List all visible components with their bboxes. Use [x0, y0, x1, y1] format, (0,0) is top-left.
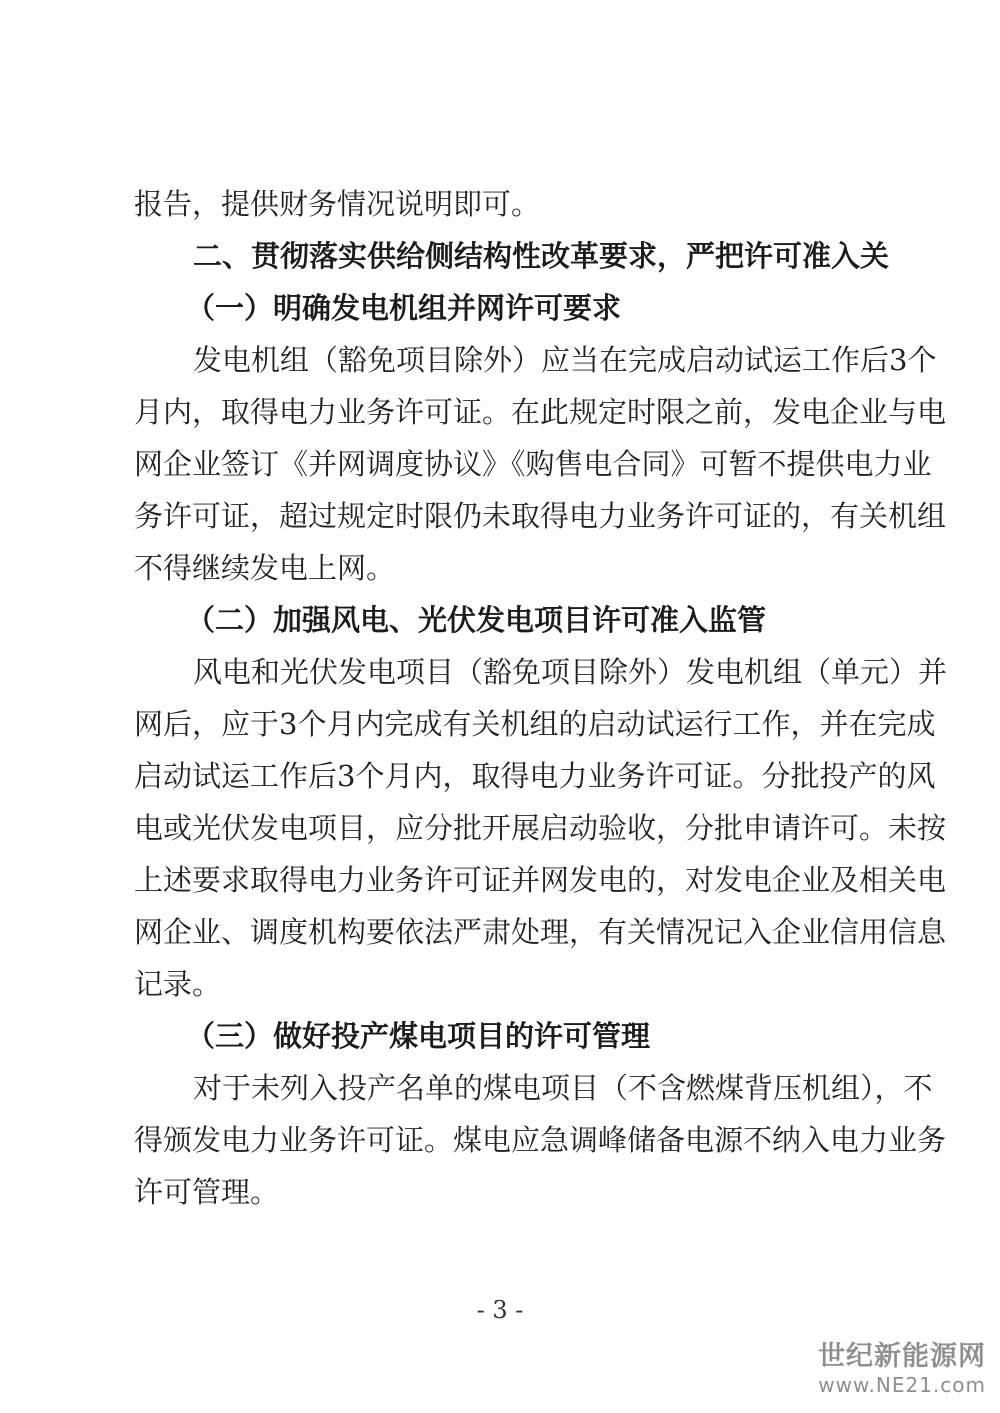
- paragraph-line: 月内，取得电力业务许可证。在此规定时限之前，发电企业与电: [134, 395, 947, 429]
- paragraph-line: 网企业、调度机构要依法严肃处理，有关情况记入企业信用信息: [134, 915, 947, 949]
- subsection-heading-1: （一）明确发电机组并网许可要求: [186, 291, 622, 325]
- paragraph-line: 电或光伏发电项目，应分批开展启动验收，分批申请许可。未按: [134, 811, 947, 845]
- page-number: - 3 -: [476, 1296, 524, 1324]
- paragraph-line: 许可管理。: [134, 1175, 280, 1209]
- paragraph-line: 发电机组（豁免项目除外）应当在完成启动试运工作后3个: [193, 343, 937, 377]
- paragraph-line: 记录。: [134, 967, 222, 1001]
- watermark: [816, 1341, 986, 1397]
- paragraph-line: 网后，应于3个月内完成有关机组的启动试运行工作，并在完成: [134, 707, 936, 741]
- watermark-url: www.NE21.com: [818, 1373, 986, 1397]
- paragraph-line: 风电和光伏发电项目（豁免项目除外）发电机组（单元）并: [193, 655, 948, 689]
- paragraph-line: 启动试运工作后3个月内，取得电力业务许可证。分批投产的风: [134, 759, 936, 793]
- paragraph-line: 网企业签订《并网调度协议》《购售电合同》可暂不提供电力业: [134, 447, 932, 481]
- paragraph-line: 不得继续发电上网。: [134, 551, 396, 585]
- paragraph-line: 务许可证，超过规定时限仍未取得电力业务许可证的，有关机组: [134, 499, 947, 533]
- paragraph-line: 上述要求取得电力业务许可证并网发电的，对发电企业及相关电: [134, 863, 947, 897]
- subsection-heading-2: （二）加强风电、光伏发电项目许可准入监管: [186, 603, 767, 637]
- subsection-heading-3: （三）做好投产煤电项目的许可管理: [186, 1019, 651, 1053]
- paragraph-line: 对于未列入投产名单的煤电项目（不含燃煤背压机组），不: [193, 1071, 933, 1105]
- section-heading: 二、贯彻落实供给侧结构性改革要求，严把许可准入关: [193, 239, 890, 273]
- paragraph-line: 报告，提供财务情况说明即可。: [134, 187, 541, 221]
- watermark-name: 世纪新能源网: [818, 1341, 986, 1372]
- paragraph-line: 得颁发电力业务许可证。煤电应急调峰储备电源不纳入电力业务: [134, 1123, 947, 1157]
